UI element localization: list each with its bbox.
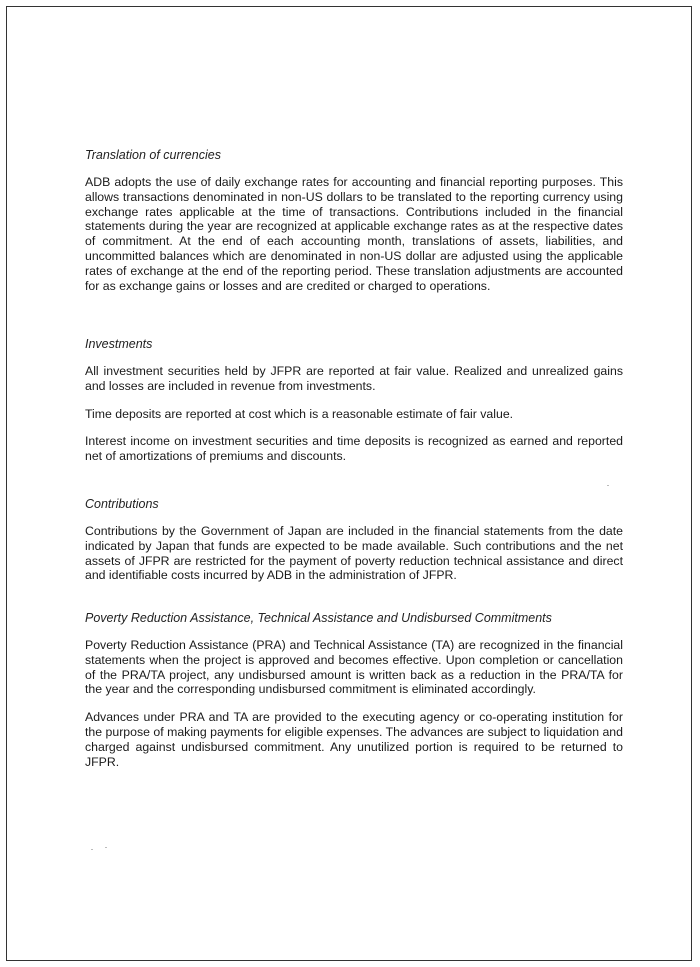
paragraph: ADB adopts the use of daily exchange rates for accounting and financial reporting purposes. This allows transactions denominated in non-US dollars to be translated to the reporting currency using exchange rates applicable at the time of transactions. Contributions included in the financial statements during the year are recognized at applicable exchange rates as at the respective dates of commitment. At the end of each accounting month, translations of assets, liabilities, and uncommitted balances which are denominated in non-US dollar are adjusted using the applicable rates of exchange at the end of the reporting period. These translation adjustments are accounted for as exchange gains or losses and are credited or charged to operations. — [85, 175, 623, 293]
section-translation-of-currencies — [85, 148, 623, 306]
scan-speck — [91, 849, 93, 850]
paragraph: Interest income on investment securities and time deposits is recognized as earned and reported net of amortizations of premiums and discounts. — [85, 434, 623, 464]
paragraph: All investment securities held by JFPR are reported at fair value. Realized and unrealized gains and losses are included in revenue from investments. — [85, 364, 623, 393]
document-page — [6, 6, 692, 961]
scan-speck — [105, 847, 107, 848]
section-poverty-reduction-assistance — [85, 611, 623, 782]
section-contributions — [85, 497, 623, 596]
paragraph: Time deposits are reported at cost which is a reasonable estimate of fair value. — [85, 406, 514, 421]
section-heading: Investments — [85, 337, 153, 351]
paragraph: Contributions by the Government of Japan are included in the financial statements from the date indicated by Japan that funds are expected to be made available. Such contributions and the net assets of JFPR are restricted for the payment of poverty reduction technical assistance and direct and identifiable costs incurred by ADB in the administration of JFPR. — [85, 524, 623, 583]
paragraph: Poverty Reduction Assistance (PRA) and Technical Assistance (TA) are recognized in the financial statements when the project is approved and becomes effective. Upon completion or cancellation of the PRA/TA project, any undisbursed amount is written back as a reduction in the PRA/TA for the year and the corresponding undisbursed commitment is eliminated accordingly. — [85, 638, 623, 697]
section-heading: Contributions — [85, 497, 159, 511]
section-heading: Translation of currencies — [85, 148, 221, 162]
scan-speck — [607, 485, 609, 486]
paragraph: Advances under PRA and TA are provided to the executing agency or co-operating institution for the purpose of making payments for eligible expenses. The advances are subject to liquidation and charged against undisbursed commitment. Any unutilized portion is required to be returned to JFPR. — [85, 710, 623, 769]
section-heading: Poverty Reduction Assistance, Technical Assistance and Undisbursed Commitments — [85, 611, 552, 625]
section-investments — [85, 337, 623, 477]
